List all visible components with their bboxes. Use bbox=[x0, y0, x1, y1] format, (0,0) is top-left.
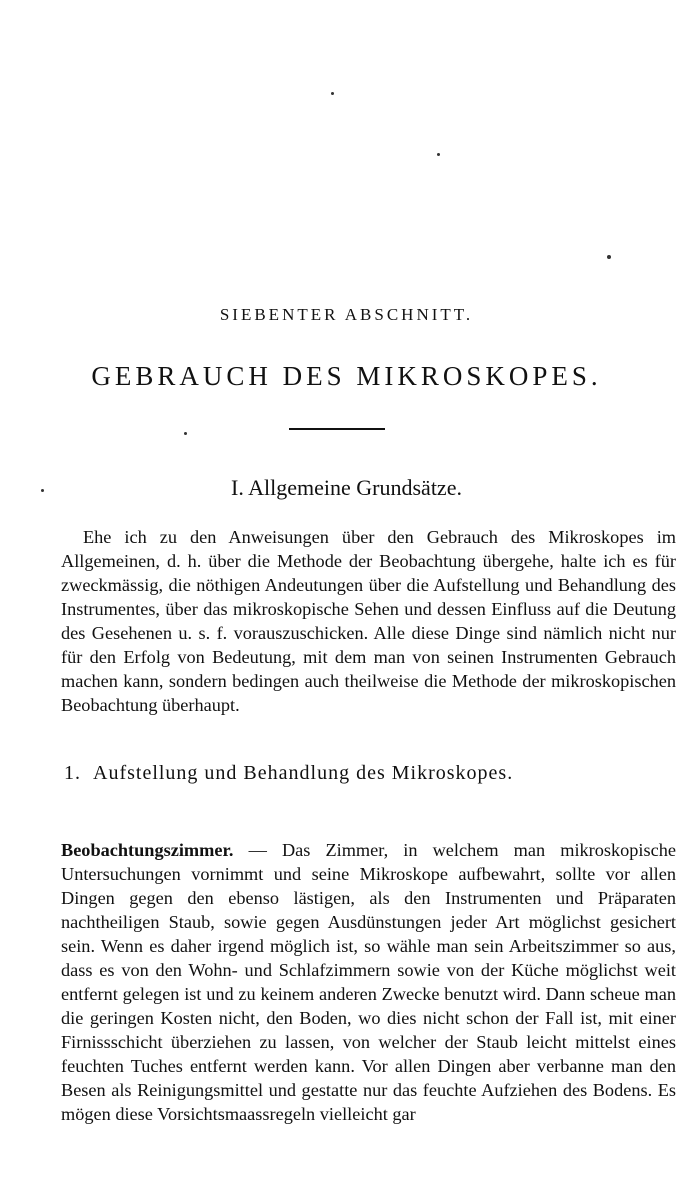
print-speck bbox=[184, 432, 187, 435]
intro-paragraph bbox=[61, 525, 676, 717]
main-title: GEBRAUCH DES MIKROSKOPES. bbox=[91, 361, 602, 391]
print-speck bbox=[607, 255, 611, 259]
subsection-title: Aufstellung und Behandlung des Mikroskopes. bbox=[93, 762, 514, 784]
part-label: SIEBENTER ABSCHNITT. bbox=[219, 305, 474, 324]
print-speck bbox=[437, 153, 440, 156]
paragraph-text: — Das Zimmer, in welchem man mikroskopische Untersuchungen vornimmt und seine Mikroskope aufbewahrt, sollte vor allen Dingen gegen den ebenso lästigen, als den Instrumenten und Präparaten nachtheiligen Staub, sowie gegen Ausdünstungen jeder Art möglichst gesichert sein. Wenn es daher irgend möglich ist, so wähle man sein Arbeitszimmer so aus, dass es von den Wohn- und Schlafzimmern sowie von der Küche möglichst weit entfernt gelegen ist und zu keinem anderen Zwecke benutzt wird. Dann scheue man die geringen Kosten nicht, den Boden, wo dies nicht schon der Fall ist, mit einer Firnissschicht überziehen zu lassen, von welcher der Staub leicht mittelst eines feuchten Tuches entfernt werden kann. Vor allen Dingen aber verbanne man den Besen als Reinigungsmittel und gestatte nur das feuchte Aufziehen des Bodens. Es mögen diese Vorsichtsmaassregeln vielleicht gar bbox=[61, 840, 676, 1124]
subsection-number: 1. bbox=[64, 762, 81, 784]
title-rule bbox=[289, 428, 385, 430]
print-speck bbox=[331, 92, 334, 95]
intro-paragraph-text: Ehe ich zu den Anweisungen über den Gebrauch des Mikroskopes im Allgemeinen, d. h. über die Methode der Beobachtung übergehe, halte ich es für zweckmässig, die nöthigen Andeutungen über die Aufstellung und Behandlung des Instrumentes, über das mikroskopische Sehen und dessen Einfluss auf die Deutung des Gesehenen u. s. f. vorauszuschicken. Alle diese Dinge sind nämlich nicht nur für den Erfolg von Bedeutung, mit dem man von seinen Instrumenten Gebrauch machen kann, sondern bedingen auch theilweise die Methode der mikroskopischen Beobachtung überhaupt. bbox=[61, 527, 676, 715]
body-paragraph bbox=[61, 838, 676, 1126]
subsection-heading bbox=[64, 762, 513, 785]
paragraph-lead: Beobachtungszimmer. bbox=[61, 840, 234, 860]
section-title: I. Allgemeine Grundsätze. bbox=[231, 475, 462, 500]
